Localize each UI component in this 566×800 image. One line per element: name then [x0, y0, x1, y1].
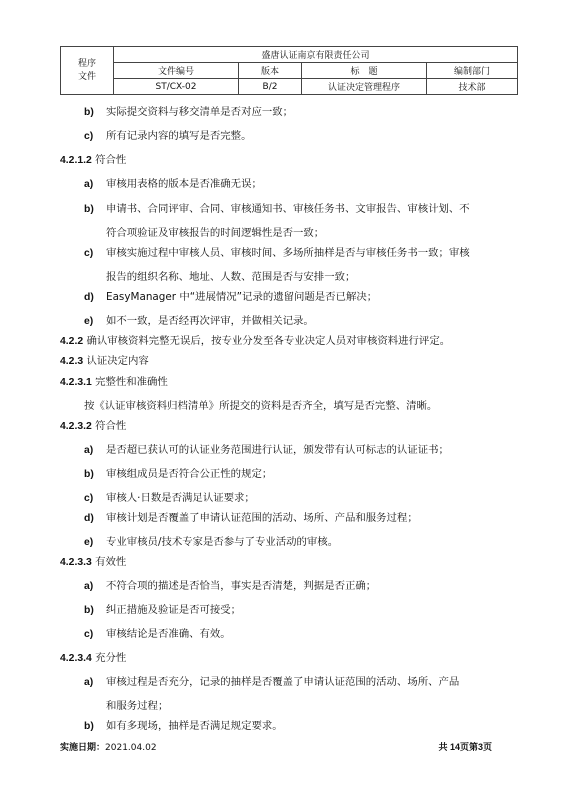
- version-value: B/2: [239, 79, 302, 95]
- list-marker: c): [84, 629, 94, 640]
- list-item: [84, 177, 262, 192]
- title-value: 认证决定管理程序: [302, 79, 427, 95]
- line-text: 申请书、合同评审、合同、审核通知书、审核任务书、文审报告、审核计划、不: [106, 203, 470, 215]
- list-item: [84, 535, 338, 550]
- line-text: 按《认证审核资料归档清单》所提交的资料是否齐全，填写是否完整、清晰。: [84, 400, 438, 412]
- list-item: [84, 443, 449, 458]
- section-number: 4.2.1.2: [60, 155, 92, 166]
- line-text: 如不一致，是否经再次评审，并做相关记录。: [106, 315, 314, 327]
- list-marker: e): [84, 537, 94, 548]
- list-marker: e): [84, 316, 94, 327]
- doc-no-header: 文件编号: [114, 63, 239, 79]
- doc-no-value: ST/CX-02: [114, 79, 239, 95]
- section-heading: [60, 334, 450, 349]
- line-text: 审核结论是否准确、有效。: [106, 628, 231, 640]
- line-text: 审核过程是否充分，记录的抽样是否覆盖了申请认证范围的活动、场所、产品: [106, 676, 460, 688]
- list-marker: c): [84, 131, 94, 142]
- list-marker: b): [84, 721, 94, 732]
- list-marker: b): [84, 469, 94, 480]
- section-heading: [60, 419, 126, 434]
- line-text: 符合性: [95, 154, 127, 166]
- section-number: 4.2.3.3: [60, 557, 92, 568]
- line-text: 审核人·日数是否满足认证要求；: [106, 492, 255, 504]
- line-text: 确认审核资料完整无误后，按专业分发至各专业决定人员对审核资料进行评定。: [86, 335, 451, 347]
- dept-header: 编制部门: [427, 63, 518, 79]
- document-header-table: [60, 46, 518, 95]
- list-item: [84, 511, 418, 526]
- line-text: 报告的组织名称、地址、人数、范围是否与安排一致；: [106, 271, 356, 283]
- list-marker: c): [84, 493, 94, 504]
- implementation-date: [60, 740, 157, 753]
- section-heading: [60, 651, 126, 666]
- line-text: 审核实施过程中审核人员、审核时间、多场所抽样是否与审核任务书一致；审核: [106, 247, 470, 259]
- section-heading: [60, 375, 168, 390]
- section-number: 4.2.3.4: [60, 653, 92, 664]
- line-text: 充分性: [95, 652, 127, 664]
- section-number: 4.2.3.2: [60, 421, 92, 432]
- list-item: [84, 246, 470, 261]
- list-item: [84, 603, 241, 618]
- line-text: 审核用表格的版本是否准确无误；: [106, 178, 262, 190]
- list-item: [84, 467, 272, 482]
- list-item: [106, 226, 324, 240]
- line-text: 符合项验证及审核报告的时间逻辑性是否一致；: [106, 227, 325, 239]
- section-number: 4.2.3: [60, 356, 84, 367]
- page-number: 共 14页第3页: [438, 742, 492, 752]
- line-text: 是否超已获认可的认证业务范围进行认证，颁发带有认可标志的认证证书；: [106, 444, 449, 456]
- list-item: [84, 105, 293, 120]
- list-item: [84, 399, 437, 413]
- list-item: [84, 491, 255, 506]
- line-text: 有效性: [95, 556, 127, 568]
- list-marker: b): [84, 204, 94, 215]
- list-marker: a): [84, 677, 94, 688]
- list-item: [106, 270, 355, 284]
- list-item: [84, 627, 231, 642]
- date-label: 实施日期：: [60, 742, 106, 752]
- line-text: 符合性: [95, 420, 127, 432]
- company-name: 盛唐认证南京有限责任公司: [114, 47, 518, 63]
- list-item: [84, 579, 376, 594]
- list-marker: a): [84, 581, 94, 592]
- date-value: 2021.04.02: [105, 743, 157, 753]
- line-text: 审核计划是否覆盖了申请认证范围的活动、场所、产品和服务过程；: [106, 512, 418, 524]
- list-item: [84, 719, 283, 734]
- list-marker: a): [84, 445, 94, 456]
- list-item: [106, 699, 168, 713]
- list-item: [84, 202, 470, 217]
- line-text: 专业审核员/技术专家是否参与了专业活动的审核。: [106, 536, 339, 548]
- list-marker: c): [84, 248, 94, 259]
- line-text: 纠正措施及验证是否可接受；: [106, 604, 242, 616]
- title-header: 标 题: [302, 63, 427, 79]
- line-text: 审核组成员是否符合公正性的规定；: [106, 468, 273, 480]
- list-item: [84, 290, 377, 305]
- line-text: 认证决定内容: [86, 355, 149, 367]
- program-doc-cell: 程序 文件: [61, 47, 114, 95]
- line-text: EasyManager 中“进展情况”记录的遗留问题是否已解决；: [106, 291, 378, 303]
- line-text: 所有记录内容的填写是否完整。: [106, 130, 252, 142]
- list-marker: a): [84, 179, 94, 190]
- list-item: [84, 314, 314, 329]
- list-item: [84, 675, 459, 690]
- line-text: 实际提交资料与移交清单是否对应一致；: [106, 106, 294, 118]
- section-heading: [60, 153, 126, 168]
- section-heading: [60, 354, 149, 369]
- line-text: 和服务过程；: [106, 700, 169, 712]
- list-marker: d): [84, 292, 94, 303]
- section-heading: [60, 555, 126, 570]
- dept-value: 技术部: [427, 79, 518, 95]
- list-marker: b): [84, 107, 94, 118]
- section-number: 4.2.3.1: [60, 377, 92, 388]
- list-marker: d): [84, 513, 94, 524]
- version-header: 版本: [239, 63, 302, 79]
- line-text: 不符合项的描述是否恰当，事实是否清楚，判据是否正确；: [106, 580, 377, 592]
- section-number: 4.2.2: [60, 336, 84, 347]
- line-text: 完整性和准确性: [95, 376, 168, 388]
- list-item: [84, 129, 251, 144]
- list-marker: b): [84, 605, 94, 616]
- line-text: 如有多现场，抽样是否满足规定要求。: [106, 720, 283, 732]
